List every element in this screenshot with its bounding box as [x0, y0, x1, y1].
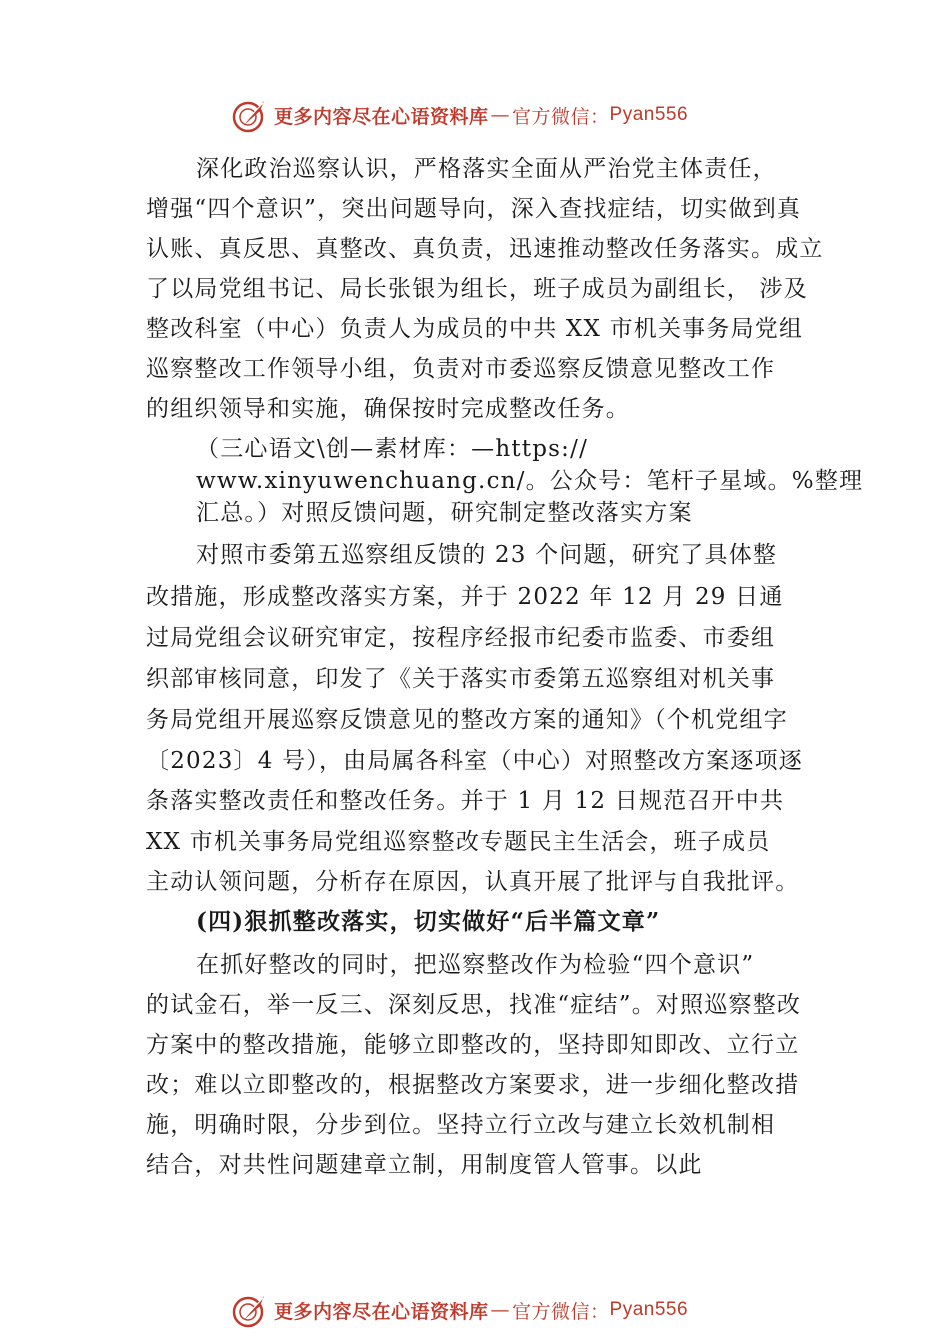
paragraph-line: 在抓好整改的同时，把巡察整改作为检验“四个意识”	[196, 952, 755, 978]
footer-watermark-banner	[230, 1290, 688, 1330]
paragraph-line: 结合，对共性问题建章立制，用制度管人管事。以此	[146, 1152, 703, 1178]
paragraph-line: 主动认领问题，分析存在原因，认真开展了批评与自我批评。	[146, 869, 800, 895]
section-heading: (四)狠抓整改落实，切实做好“后半篇文章”	[196, 908, 661, 935]
banner-wechat-label: 官方微信：	[512, 1300, 610, 1323]
paragraph-line: 认账、真反思、真整改、真负责，迅速推动整改任务落实。成立	[146, 236, 824, 262]
paragraph-line: 改；难以立即整改的，根据整改方案要求，进一步细化整改措	[146, 1072, 800, 1098]
paragraph-line: 改措施，形成整改落实方案，并于 2022 年 12 月 29 日通	[146, 584, 784, 610]
paragraph-line: 的试金石，举一反三、深刻反思，找准“症结”。对照巡察整改	[146, 992, 802, 1018]
paragraph-line: 巡察整改工作领导小组，负责对市委巡察反馈意见整改工作	[146, 356, 776, 382]
paragraph-line: 深化政治巡察认识，严格落实全面从严治党主体责任，	[196, 156, 777, 182]
paragraph-line: XX 市机关事务局党组巡察整改专题民主生活会，班子成员	[146, 829, 771, 855]
banner-wechat-id: Pyan556	[609, 1299, 689, 1320]
banner-main-text: 更多内容尽在心语资料库	[274, 1300, 489, 1323]
banner-wechat-label: 官方微信：	[512, 105, 610, 128]
paragraph-line: 整改科室（中心）负责人为成员的中共 XX 市机关事务局党组	[146, 316, 804, 342]
paragraph-line: 了以局党组书记、局长张银为组长，班子成员为副组长， 涉及	[146, 276, 808, 302]
paragraph-line: 织部审核同意，印发了《关于落实市委第五巡察组对机关事	[146, 666, 776, 692]
source-note-line: www.xinyuwenchuang.cn/。公众号：笔杆子星域。%整理	[196, 468, 864, 494]
quill-logo-icon	[230, 1290, 270, 1330]
header-watermark-banner	[230, 95, 688, 135]
paragraph-line: 方案中的整改措施，能够立即整改的，坚持即知即改、立行立	[146, 1032, 800, 1058]
banner-dash: —	[490, 104, 511, 126]
banner-wechat-id: Pyan556	[609, 104, 689, 125]
paragraph-line: 务局党组开展巡察反馈意见的整改方案的通知》（个机党组字	[146, 707, 788, 733]
source-note-line: （三心语文\创—素材库：—https://	[196, 436, 589, 462]
paragraph-line: 条落实整改责任和整改任务。并于 1 月 12 日规范召开中共	[146, 788, 785, 814]
paragraph-line: 增强“四个意识”，突出问题导向，深入查找症结，切实做到真	[146, 196, 802, 222]
section-heading-line: 汇总。）对照反馈问题，研究制定整改落实方案	[196, 500, 693, 526]
paragraph-line: 施，明确时限，分步到位。坚持立行立改与建立长效机制相	[146, 1112, 776, 1138]
paragraph-line: 对照市委第五巡察组反馈的 23 个问题，研究了具体整	[196, 542, 778, 568]
banner-main-text: 更多内容尽在心语资料库	[274, 105, 489, 128]
paragraph-line: 过局党组会议研究审定，按程序经报市纪委市监委、市委组	[146, 625, 776, 651]
paragraph-line: 〔2023〕4 号），由局属各科室（中心）对照整改方案逐项逐	[146, 748, 803, 774]
paragraph-line: 的组织领导和实施，确保按时完成整改任务。	[146, 396, 630, 422]
quill-logo-icon	[230, 95, 270, 135]
banner-dash: —	[490, 1299, 511, 1321]
